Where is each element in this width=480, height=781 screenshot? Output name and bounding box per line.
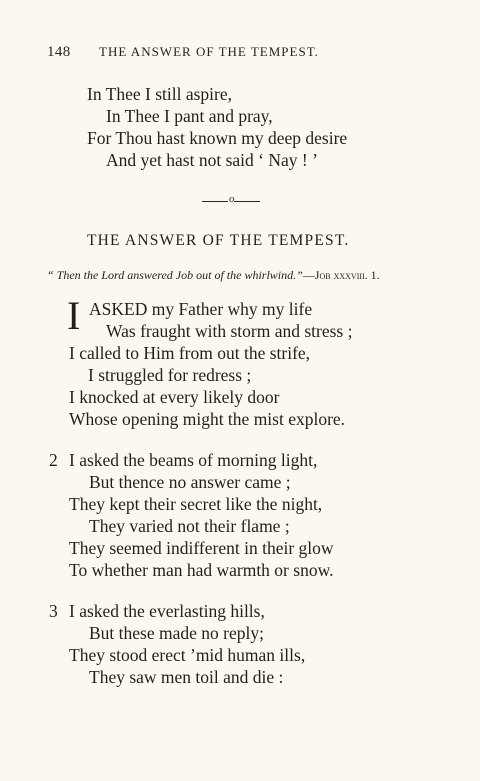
epigraph: [47, 268, 380, 283]
poem-line: But thence no answer came ;: [89, 472, 291, 492]
stanza-number: 3: [49, 601, 58, 621]
poem-line: I knocked at every likely door: [69, 387, 280, 407]
poem-line: I asked the beams of morning light,: [69, 450, 318, 470]
poem-line: To whether man had warmth or snow.: [69, 560, 334, 580]
poem-line: They seemed indifferent in their glow: [69, 538, 334, 558]
divider-mark: o: [229, 193, 235, 205]
running-title: THE ANSWER OF THE TEMPEST.: [99, 44, 319, 59]
epigraph-reference: —Job xxxviii. 1.: [302, 268, 380, 282]
poem-line: They varied not their flame ;: [89, 516, 290, 536]
poem-title: THE ANSWER OF THE TEMPEST.: [87, 232, 350, 249]
poem-line: I struggled for redress ;: [88, 365, 252, 385]
prev-poem-line: In Thee I still aspire,: [87, 84, 232, 104]
poem-line: I asked the everlasting hills,: [69, 601, 265, 621]
poem-line: But these made no reply;: [89, 623, 264, 643]
poem-line: They stood erect ’mid human ills,: [69, 645, 306, 665]
poem-line: They kept their secret like the night,: [69, 494, 323, 514]
poem-line: ASKED my Father why my life: [89, 299, 313, 319]
poem-line: Whose opening might the mist explore.: [69, 409, 346, 429]
prev-poem-line: For Thou hast known my deep desire: [87, 128, 348, 148]
prev-poem-line: And yet hast not said ‘ Nay ! ’: [106, 150, 318, 170]
page-number: 148: [47, 44, 71, 60]
section-divider: [200, 195, 264, 207]
poem-line: Was fraught with storm and stress ;: [106, 321, 353, 341]
poem-line: I called to Him from out the strife,: [69, 343, 311, 363]
prev-poem-line: In Thee I pant and pray,: [106, 106, 273, 126]
drop-cap: I: [67, 293, 81, 338]
epigraph-quote: “ Then the Lord answered Job out of the whirlwind.”: [47, 268, 303, 282]
stanza-number: 2: [49, 450, 58, 470]
poem-line: They saw men toil and die :: [89, 667, 284, 687]
page-header: [47, 44, 360, 61]
